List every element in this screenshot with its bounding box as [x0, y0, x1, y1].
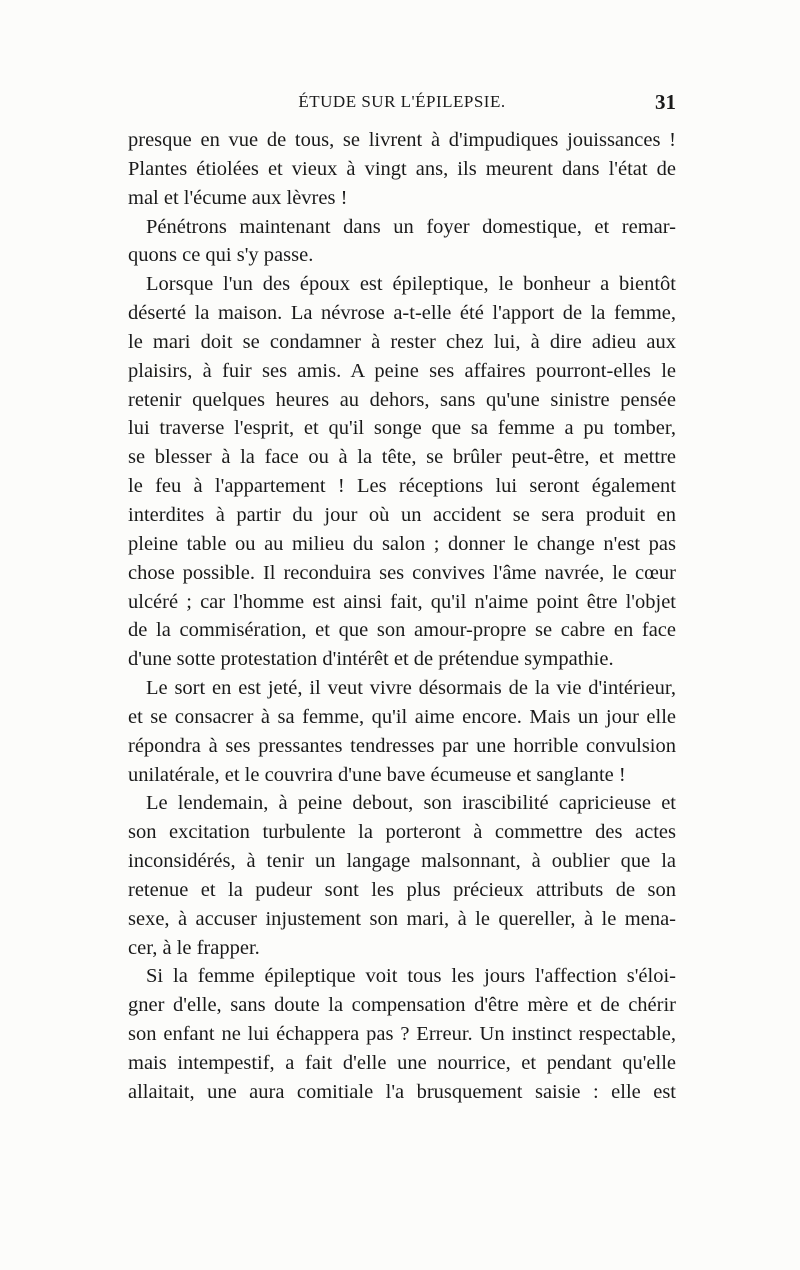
text-line: se blesser à la face ou à la tête, se brûler peut-être, et mettre [128, 446, 676, 469]
text-line: Le lendemain, à peine debout, son irascibilité capricieuse et [146, 792, 676, 815]
text-line: mal et l'écume aux lèvres ! [128, 186, 348, 209]
text-line: pleine table ou au milieu du salon ; donner le change n'est pas [128, 532, 676, 555]
text-line: de la commisération, et que son amour-propre se cabre en face [128, 619, 676, 642]
text-line: cer, à le frapper. [128, 936, 260, 959]
text-line: et se consacrer à sa femme, qu'il aime encore. Mais un jour elle [128, 705, 676, 728]
text-line: mais intempestif, a fait d'elle une nourrice, et pendant qu'elle [128, 1052, 676, 1074]
text-line: presque en vue de tous, se livrent à d'impudiques jouissances ! [128, 129, 676, 151]
text-line: Si la femme épileptique voit tous les jours l'affection s'éloi- [146, 965, 676, 988]
text-line: son enfant ne lui échappera pas ? Erreur. Un instinct respectable, [128, 1023, 676, 1046]
text-line: Pénétrons maintenant dans un foyer domestique, et remar- [146, 215, 676, 238]
text-line: Le sort en est jeté, il veut vivre désormais de la vie d'intérieur, [146, 677, 676, 700]
text-line: le mari doit se condamner à rester chez lui, à dire adieu aux [128, 330, 676, 353]
text-line: ulcéré ; car l'homme est ainsi fait, qu'il n'aime point être l'objet [128, 590, 676, 613]
text-line: Lorsque l'un des époux est épileptique, le bonheur a bientôt [146, 273, 676, 296]
text-line: chose possible. Il reconduira ses convives l'âme navrée, le cœur [128, 561, 676, 584]
text-line: son excitation turbulente la porteront à commettre des actes [128, 821, 676, 844]
text-line: retenue et la pudeur sont les plus précieux attributs de son [128, 878, 676, 901]
text-line: d'une sotte protestation d'intérêt et de prétendue sympathie. [128, 648, 614, 671]
page-number: 31 [655, 90, 676, 114]
page-header [128, 92, 676, 122]
text-line: plaisirs, à fuir ses amis. A peine ses affaires pourront-elles le [128, 359, 676, 382]
running-head: ÉTUDE SUR L'ÉPILEPSIE. [298, 92, 506, 111]
text-line: gner d'elle, sans doute la compensation d'être mère et de chérir [128, 994, 676, 1017]
text-line: interdites à partir du jour où un accident se sera produit en [128, 503, 676, 526]
text-line: unilatérale, et le couvrira d'une bave écumeuse et sanglante ! [128, 763, 626, 786]
text-line: retenir quelques heures au dehors, sans qu'une sinistre pensée [128, 388, 676, 411]
text-line: quons ce qui s'y passe. [128, 244, 314, 267]
text-line: le feu à l'appartement ! Les réceptions lui seront également [128, 475, 676, 498]
text-line: Plantes étiolées et vieux à vingt ans, ils meurent dans l'état de [128, 157, 676, 180]
text-line: inconsidérés, à tenir un langage malsonnant, à oublier que la [128, 850, 676, 873]
text-line: allaitait, une aura comitiale l'a brusquement saisie : elle est [128, 1080, 676, 1103]
body-text [128, 126, 676, 1107]
text-line: lui traverse l'esprit, et qu'il songe que sa femme a pu tomber, [128, 417, 676, 440]
text-line: sexe, à accuser injustement son mari, à le quereller, à le mena- [128, 907, 676, 930]
text-line: répondra à ses pressantes tendresses par une horrible convulsion [128, 734, 676, 757]
text-line: déserté la maison. La névrose a-t-elle été l'apport de la femme, [128, 302, 676, 325]
